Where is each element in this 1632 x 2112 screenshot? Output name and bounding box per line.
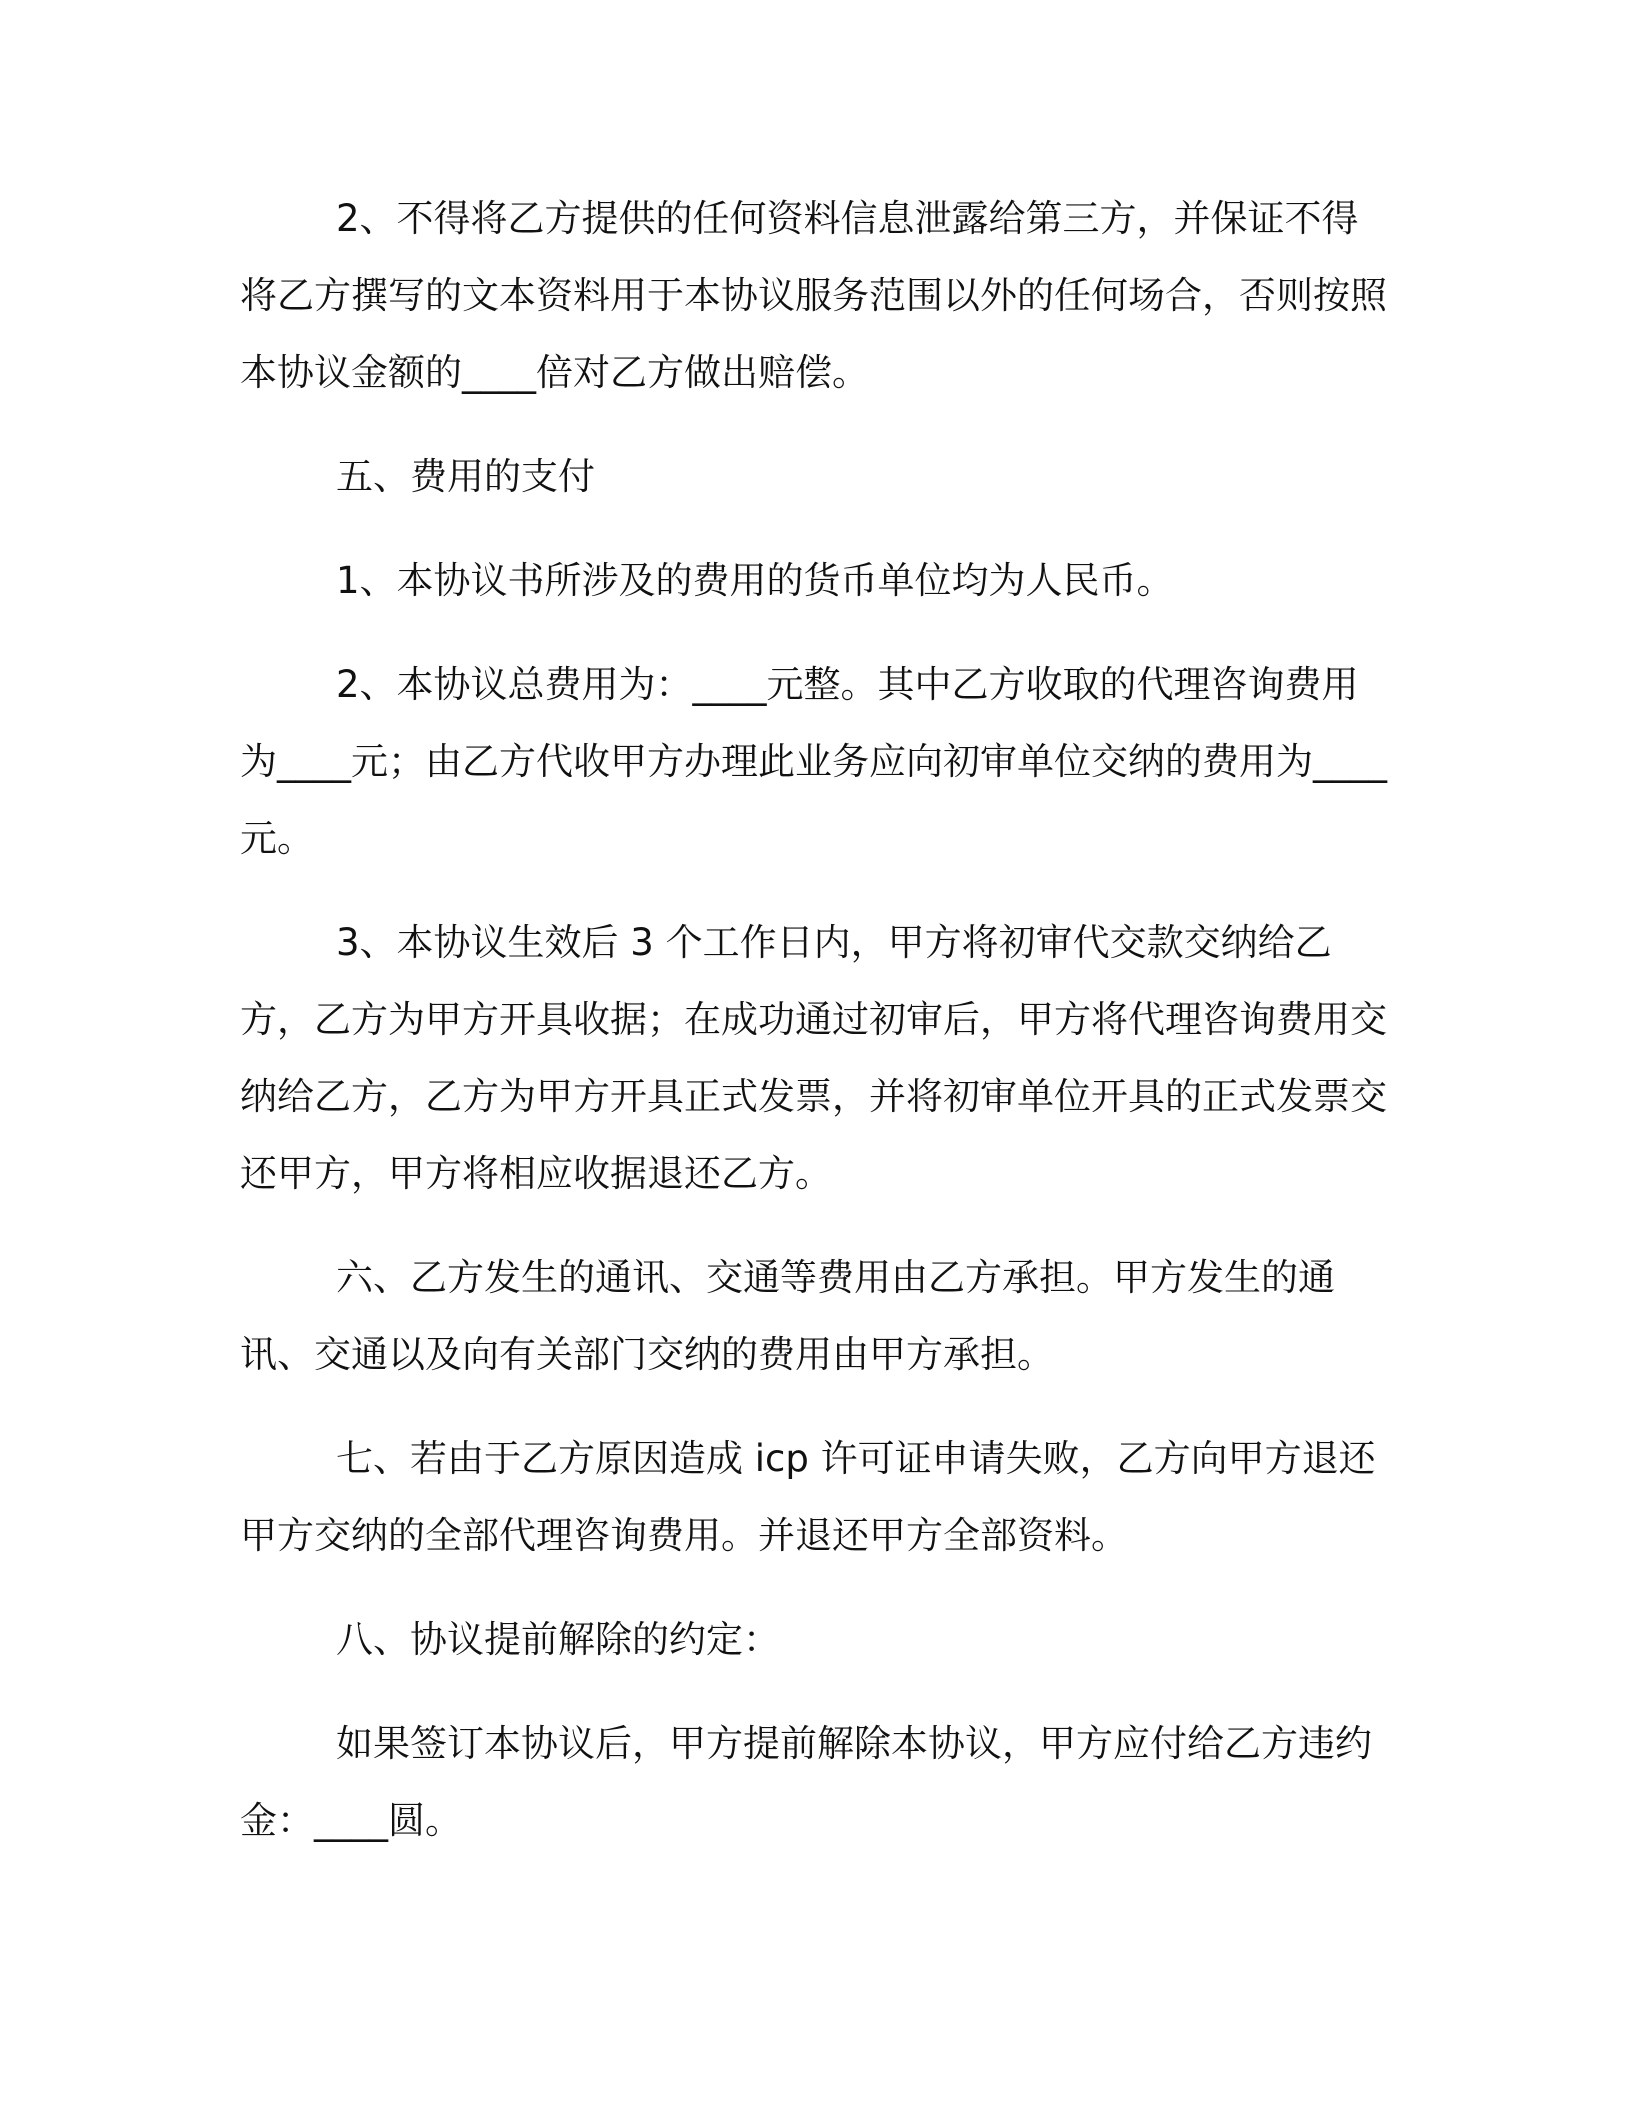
clause-5-2-total-fee: 2、本协议总费用为：____元整。其中乙方收取的代理咨询费用为____元；由乙方代收甲方办理此业务应向初审单位交纳的费用为____元。 (240, 663, 1387, 860)
clause-2-confidentiality: 2、不得将乙方提供的任何资料信息泄露给第三方，并保证不得将乙方撰写的文本资料用于本协议服务范围以外的任何场合，否则按照本协议金额的____倍对乙方做出赔偿。 (240, 197, 1387, 394)
clause-5-3-payment-schedule: 3、本协议生效后 3 个工作日内，甲方将初审代交款交纳给乙方，乙方为甲方开具收据；在成功通过初审后，甲方将代理咨询费用交纳给乙方，乙方为甲方开具正式发票，并将初审单位开具的正式发票交还甲方，甲方将相应收据退还乙方。 (240, 921, 1387, 1195)
clause-5-1-currency: 1、本协议书所涉及的费用的货币单位均为人民币。 (336, 559, 1174, 602)
section-7-refund: 七、若由于乙方原因造成 icp 许可证申请失败，乙方向甲方退还甲方交纳的全部代理咨询费用。并退还甲方全部资料。 (240, 1437, 1376, 1557)
document-body (240, 180, 1390, 1886)
section-8-heading: 八、协议提前解除的约定： (336, 1618, 780, 1661)
clause-8-penalty: 如果签订本协议后，甲方提前解除本协议，甲方应付给乙方违约金：____圆。 (240, 1722, 1372, 1842)
section-5-heading: 五、费用的支付 (336, 455, 595, 498)
section-6-expenses: 六、乙方发生的通讯、交通等费用由乙方承担。甲方发生的通讯、交通以及向有关部门交纳的费用由甲方承担。 (240, 1256, 1335, 1376)
